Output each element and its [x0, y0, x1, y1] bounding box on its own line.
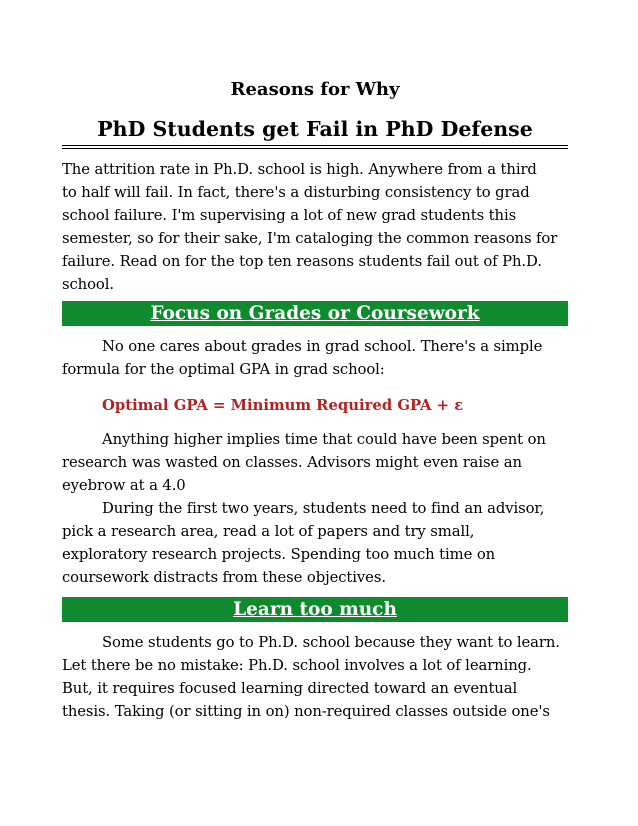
text-line: But, it requires focused learning directed toward an eventual — [62, 680, 518, 697]
document-title-line-1: Reasons for Why — [230, 79, 400, 100]
text-line: The attrition rate in Ph.D. school is high. Anywhere from a third — [62, 161, 537, 178]
section-1-paragraph-2 — [62, 428, 568, 497]
gpa-formula: Optimal GPA = Minimum Required GPA + ε — [102, 397, 464, 414]
text-line: failure. Read on for the top ten reasons students fail out of Ph.D. — [62, 253, 542, 270]
text-line: coursework distracts from these objectives. — [62, 569, 386, 586]
text-line: Let there be no mistake: Ph.D. school involves a lot of learning. — [62, 657, 532, 674]
section-heading: Learn too much — [233, 599, 397, 620]
text-line: Anything higher implies time that could have been spent on — [102, 431, 546, 448]
text-line: pick a research area, read a lot of papers and try small, — [62, 523, 475, 540]
section-heading: Focus on Grades or Coursework — [150, 303, 480, 324]
text-line: During the first two years, students need to find an advisor, — [102, 500, 545, 517]
section-heading-band — [62, 301, 568, 326]
text-line: No one cares about grades in grad school. There's a simple — [102, 338, 543, 355]
section-heading-band — [62, 597, 568, 622]
text-line: Some students go to Ph.D. school because they want to learn. — [102, 634, 560, 651]
text-line: thesis. Taking (or sitting in on) non-required classes outside one's — [62, 703, 550, 720]
text-line: to half will fail. In fact, there's a disturbing consistency to grad — [62, 184, 530, 201]
text-line: research was wasted on classes. Advisors might even raise an — [62, 454, 522, 471]
text-line: formula for the optimal GPA in grad school: — [62, 361, 385, 378]
text-line: exploratory research projects. Spending too much time on — [62, 546, 496, 563]
text-line: semester, so for their sake, I'm cataloging the common reasons for — [62, 230, 558, 247]
section-1-paragraph-3 — [62, 497, 568, 589]
text-line: school. — [62, 276, 114, 293]
title-underline — [62, 148, 568, 149]
title-underline — [62, 145, 568, 146]
section-1-paragraph-1 — [62, 335, 568, 381]
section-2-paragraph-1 — [62, 631, 568, 723]
intro-paragraph — [62, 158, 568, 296]
document-title-line-2: PhD Students get Fail in PhD Defense — [97, 117, 533, 141]
text-line: school failure. I'm supervising a lot of new grad students this — [62, 207, 517, 224]
text-line: eyebrow at a 4.0 — [62, 477, 186, 494]
